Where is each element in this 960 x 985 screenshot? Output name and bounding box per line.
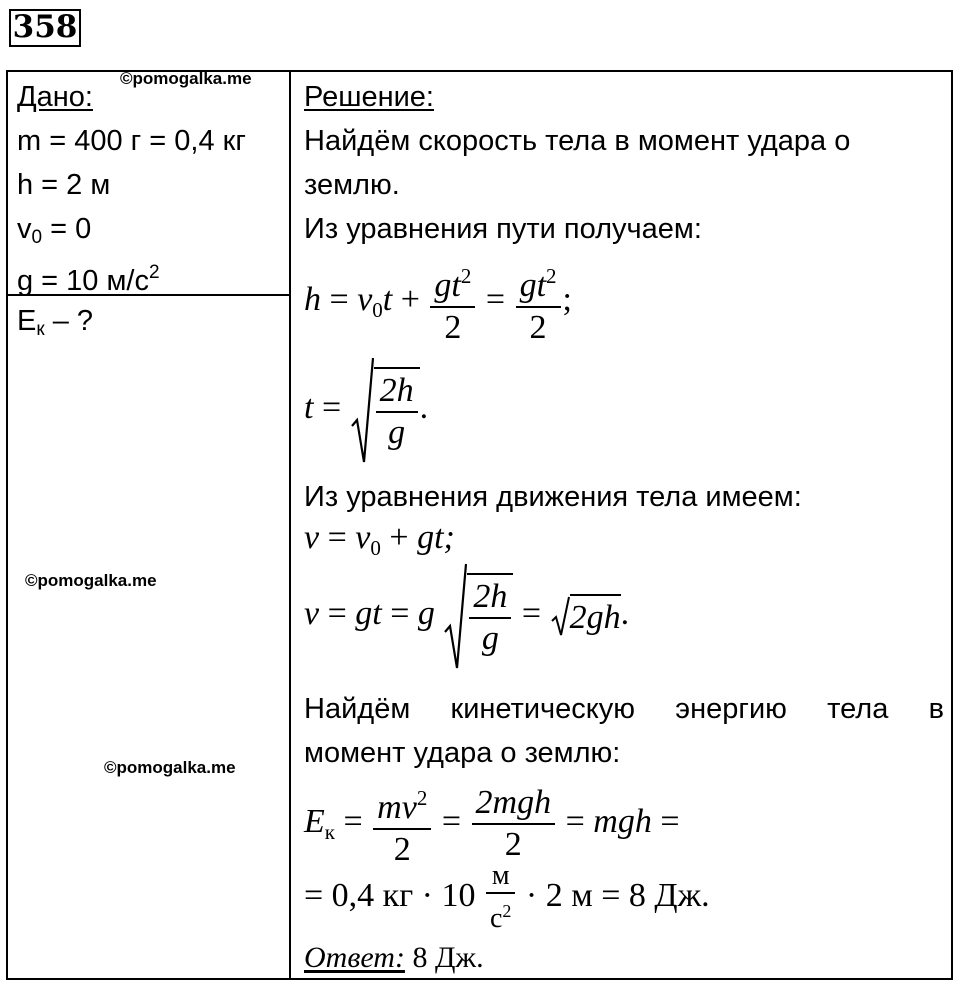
given-gravity: g = 10 $м/с^2$ (17, 262, 160, 297)
problem-number: 358 (9, 9, 81, 47)
solution-text-1: Найдём скорость тела в момент удара о (304, 125, 851, 157)
watermark-bottom: ©pomogalka.me (104, 758, 236, 777)
solution-text-5: Найдём кинетическую энергию тела в (304, 693, 944, 725)
solution-text-3: Из уравнения пути получаем: (304, 213, 702, 245)
solution-text-2: землю. (304, 169, 400, 201)
given-mass: m = 400 г = 0,4 кг (17, 125, 246, 157)
formula-numeric: = 0,4 кг · 10 $\frac{м}{с^2}$ · 2 м = 8 Дж. (304, 860, 710, 934)
radical-sign (350, 356, 374, 464)
solution-text-4: Из уравнения движения тела имеем: (304, 481, 802, 513)
radical-sign (550, 595, 570, 637)
formula-velocity-expanded: v = gt = g $\frac{2h}{g}$ = 2gh. (304, 562, 629, 670)
formula-kinetic-energy: $E_к$ = $\frac{mv^2}{2}$ = $\frac{\text{2mgh}}{2}$ = mgh = (304, 784, 680, 868)
formula-time: t = $\frac{2h}{g}$ . (304, 356, 428, 464)
radical-sign (443, 562, 467, 670)
find-kinetic-energy: Eк – ? (17, 305, 94, 340)
given-header: Дано: (17, 81, 93, 113)
column-divider (289, 70, 291, 980)
formula-path-equation: $h = v_0t$ + $\frac{gt^2}{2}$ = $\frac{gt^2}{2}$ ; (304, 264, 572, 346)
given-height: h = 2 м (17, 169, 111, 201)
watermark-top: ©pomogalka.me (120, 69, 252, 88)
given-initial-velocity: v0 = 0 (17, 213, 92, 248)
solution-text-6: момент удара о землю: (304, 737, 621, 769)
formula-velocity: $v = v_0$ + gt; (304, 519, 455, 560)
solution-header: Решение: (304, 81, 434, 113)
watermark-middle: ©pomogalka.me (25, 571, 157, 590)
answer: Ответ: 8 Дж. (304, 941, 484, 974)
